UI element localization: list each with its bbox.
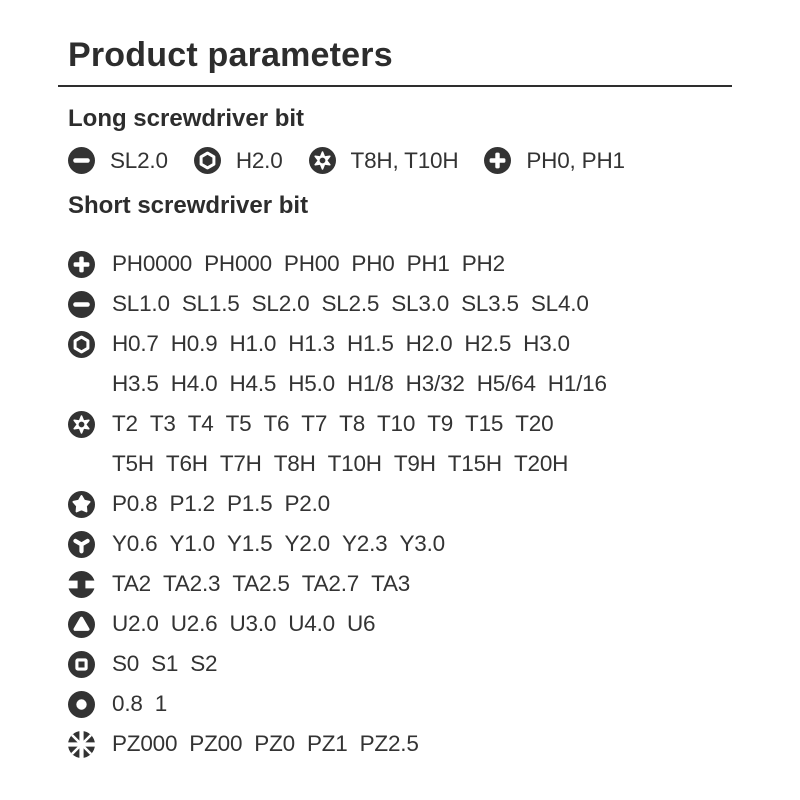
bit-size-value: P0.8 (112, 491, 158, 516)
phillips-icon (68, 251, 95, 278)
bit-size-value: PZ00 (189, 731, 243, 756)
torx-icon (309, 147, 336, 174)
bit-size-value: T5H (112, 451, 154, 476)
bit-size-value: T8H (273, 451, 316, 476)
bit-size-value: T8 (339, 411, 366, 436)
bit-size-value: H1.0 (229, 331, 277, 356)
short-bit-row (68, 404, 800, 444)
slotted-icon (68, 291, 95, 318)
bit-size-list (112, 651, 217, 677)
short-bit-row (68, 484, 800, 524)
bit-size-list (112, 251, 505, 277)
slotted-icon (68, 147, 95, 174)
bit-size-value: S0 (112, 651, 140, 676)
bit-size-value: PZ2.5 (359, 731, 419, 756)
bit-size-value: 1 (154, 691, 168, 716)
bit-size-value: SL2.5 (321, 291, 380, 316)
bit-size-value: Y1.0 (169, 531, 215, 556)
bit-size-value: T9H (393, 451, 436, 476)
torx-icon (68, 411, 95, 438)
bit-size-value: H1/8 (346, 371, 394, 396)
row-indent (68, 451, 95, 478)
bit-size-value: H3/32 (405, 371, 465, 396)
bit-size-value: U2.6 (170, 611, 218, 636)
long-bit-item (194, 147, 283, 174)
bit-size-value: SL3.0 (391, 291, 450, 316)
bit-size-value: Y2.0 (284, 531, 330, 556)
long-bit-item (309, 147, 459, 174)
bit-size-value: T7 (301, 411, 328, 436)
bit-size-value: PZ0 (254, 731, 295, 756)
short-bit-row (68, 724, 800, 764)
bit-size-value: PH0 (351, 251, 395, 276)
bit-size-value: T6 (263, 411, 290, 436)
bit-size-value: T6H (165, 451, 208, 476)
tri-point-y-icon (68, 531, 95, 558)
bit-size-value: Y3.0 (399, 531, 445, 556)
long-bit-item (68, 147, 168, 174)
row-indent (68, 371, 95, 398)
bit-size-value: H2.0 (405, 331, 453, 356)
bit-size-list (112, 611, 375, 637)
bit-size-value: U6 (346, 611, 376, 636)
bit-sizes-label: SL2.0 (110, 147, 168, 173)
bit-size-value: H4.0 (170, 371, 218, 396)
bit-size-value: T10H (327, 451, 382, 476)
short-bit-row (68, 324, 800, 364)
bit-size-value: H1.5 (346, 331, 394, 356)
short-bit-row (68, 644, 800, 684)
bit-size-value: SL3.5 (461, 291, 519, 316)
bit-size-value: PH00 (283, 251, 340, 276)
bit-size-value: H1/16 (547, 371, 607, 396)
bit-size-list (112, 291, 589, 317)
bit-size-value: TA2.7 (301, 571, 360, 596)
bit-size-value: PZ000 (112, 731, 178, 756)
bit-size-value: P2.0 (284, 491, 330, 516)
short-bit-heading: Short screwdriver bit (68, 192, 309, 219)
bit-size-value: TA2 (112, 571, 151, 596)
bit-size-value: H0.7 (112, 331, 159, 356)
hex-icon (68, 331, 95, 358)
bit-size-list (112, 491, 330, 517)
short-bit-row (68, 444, 800, 484)
bit-size-value: Y1.5 (227, 531, 273, 556)
hex-icon (194, 147, 221, 174)
short-bit-row (68, 364, 800, 404)
bit-size-list (112, 571, 410, 597)
bit-size-value: TA2.3 (163, 571, 221, 596)
bit-size-value: U2.0 (112, 611, 159, 636)
short-bit-row (68, 564, 800, 604)
ta-icon (68, 571, 95, 598)
bit-size-list (112, 531, 445, 557)
bit-size-list (112, 451, 568, 477)
bit-size-value: SL2.0 (251, 291, 310, 316)
square-icon (68, 651, 95, 678)
ring-icon (68, 691, 95, 718)
short-bit-row (68, 284, 800, 324)
pentalobe-icon (68, 491, 95, 518)
bit-sizes-label: T8H, T10H (350, 147, 459, 173)
bit-size-value: T20 (515, 411, 554, 436)
short-bit-row (68, 684, 800, 724)
bit-sizes-label: PH0, PH1 (526, 147, 625, 173)
bit-size-value: PH1 (406, 251, 450, 276)
bit-size-value: T15H (447, 451, 502, 476)
bit-size-value: T20H (514, 451, 569, 476)
bit-size-value: P1.5 (227, 491, 273, 516)
bit-size-value: PH0000 (112, 251, 193, 276)
bit-size-value: SL1.5 (181, 291, 240, 316)
bit-size-value: H4.5 (229, 371, 277, 396)
long-bit-heading: Long screwdriver bit (68, 105, 305, 132)
bit-size-value: SL1.0 (112, 291, 170, 316)
bit-size-value: T9 (427, 411, 454, 436)
bit-size-value: U3.0 (229, 611, 277, 636)
short-bit-list (0, 218, 800, 764)
bit-size-value: H5.0 (288, 371, 335, 396)
bit-size-value: T15 (465, 411, 504, 436)
bit-size-value: T10 (377, 411, 416, 436)
bit-size-value: Y2.3 (342, 531, 388, 556)
short-bit-row (68, 244, 800, 284)
bit-size-list (112, 731, 419, 757)
page-title: Product parameters (68, 36, 393, 74)
bit-size-value: H2.5 (464, 331, 512, 356)
bit-size-value: T3 (149, 411, 176, 436)
bit-size-value: T5 (225, 411, 252, 436)
bit-size-value: P1.2 (169, 491, 215, 516)
bit-size-value: H1.3 (288, 331, 335, 356)
bit-size-value: T7H (219, 451, 262, 476)
short-bit-row (68, 604, 800, 644)
bit-size-value: T4 (187, 411, 214, 436)
bit-size-value: H0.9 (170, 331, 218, 356)
bit-size-value: TA3 (371, 571, 411, 596)
bit-size-value: SL4.0 (530, 291, 589, 316)
bit-size-list (112, 371, 607, 397)
phillips-icon (484, 147, 511, 174)
bit-size-value: T2 (112, 411, 138, 436)
u-icon (68, 611, 95, 638)
pozidriv-icon (68, 731, 95, 758)
bit-size-value: TA2.5 (232, 571, 290, 596)
bit-size-value: PH000 (204, 251, 272, 276)
long-bit-list (0, 131, 800, 174)
bit-size-value: Y0.6 (112, 531, 158, 556)
bit-size-value: H5/64 (476, 371, 536, 396)
bit-size-list (112, 691, 167, 717)
bit-size-list (112, 331, 570, 357)
bit-size-value: 0.8 (112, 691, 143, 716)
bit-size-list (112, 411, 553, 437)
long-bit-item (484, 147, 624, 174)
bit-sizes-label: H2.0 (235, 147, 283, 173)
bit-size-value: H3.0 (523, 331, 570, 356)
bit-size-value: PH2 (461, 251, 505, 276)
bit-size-value: PZ1 (306, 731, 348, 756)
bit-size-value: S2 (190, 651, 218, 676)
short-bit-row (68, 524, 800, 564)
bit-size-value: H3.5 (112, 371, 159, 396)
bit-size-value: U4.0 (288, 611, 335, 636)
bit-size-value: S1 (151, 651, 179, 676)
